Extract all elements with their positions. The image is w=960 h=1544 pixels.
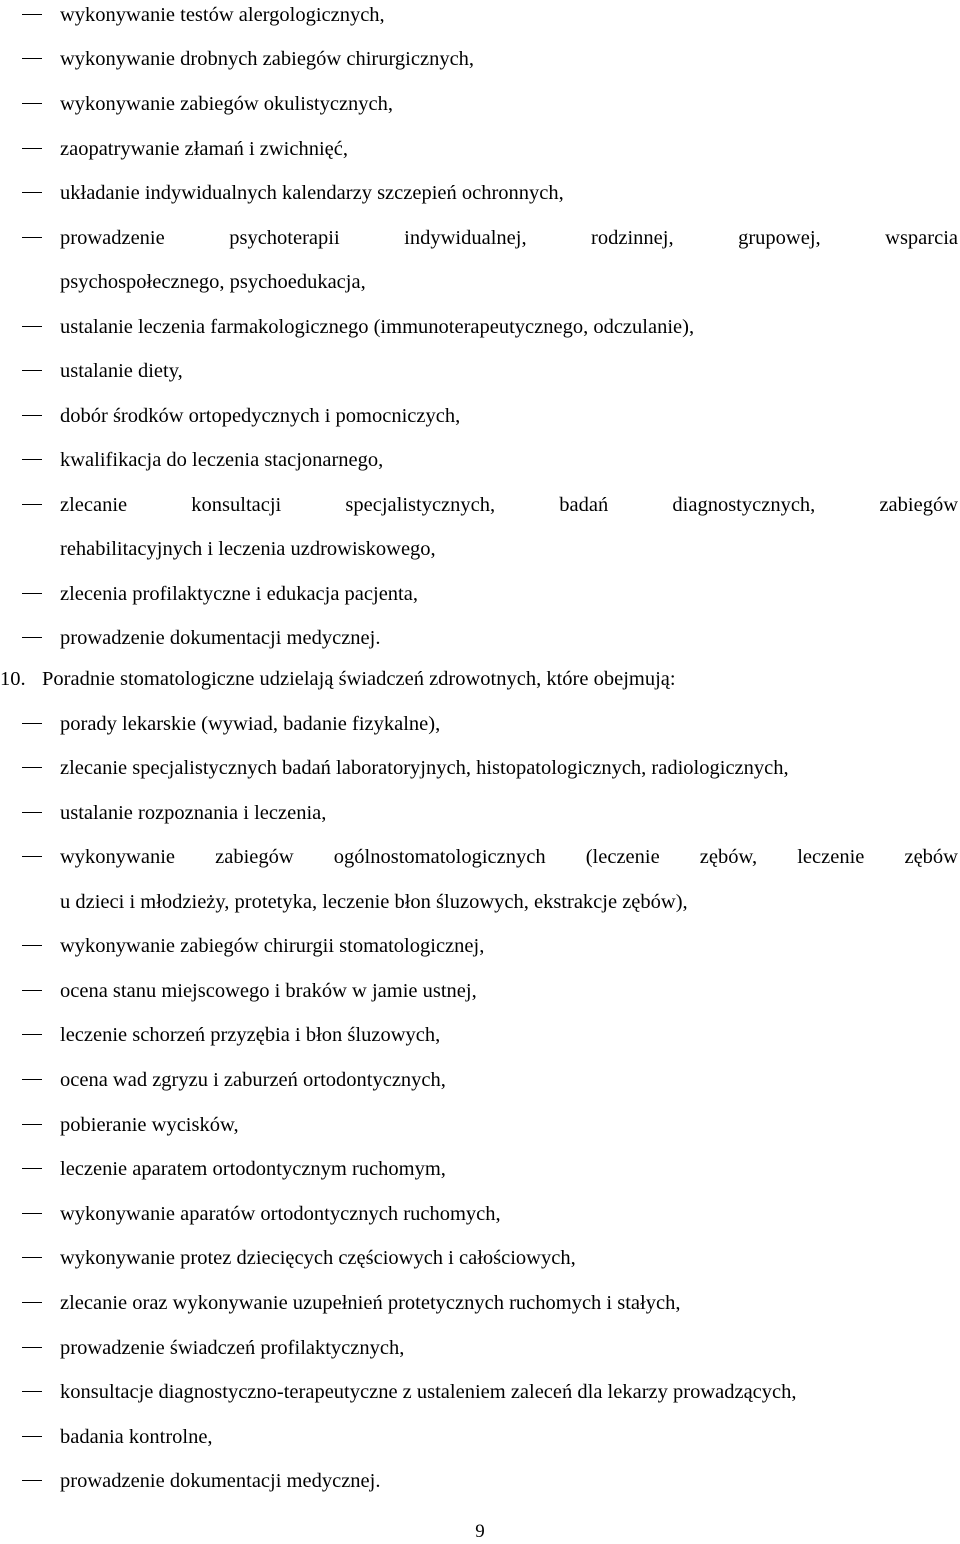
- list-item: zaopatrywanie złamań i zwichnięć,: [0, 134, 960, 164]
- dash-bullet-icon: [22, 326, 42, 327]
- dash-bullet-icon: [22, 593, 42, 594]
- list-item: zlecanie oraz wykonywanie uzupełnień protetycznych ruchomych i stałych,: [0, 1288, 960, 1318]
- dash-bullet-icon: [22, 1034, 42, 1035]
- list-item: wykonywanie zabiegów ogólnostomatologicznych (leczenie zębów, leczenie zębów: [0, 842, 960, 872]
- dash-bullet-icon: [22, 767, 42, 768]
- list-item: ustalanie leczenia farmakologicznego (immunoterapeutycznego, odczulanie),: [0, 312, 960, 342]
- dash-bullet-icon: [22, 1347, 42, 1348]
- list-item-continuation: rehabilitacyjnych i leczenia uzdrowiskowego,: [60, 538, 436, 560]
- list-item: zlecenia profilaktyczne i edukacja pacjenta,: [0, 579, 960, 609]
- list-item: zlecanie specjalistycznych badań laboratoryjnych, histopatologicznych, radiologicznych,: [0, 753, 960, 783]
- dash-bullet-icon: [22, 1168, 42, 1169]
- list-item: ustalanie diety,: [0, 356, 960, 386]
- dash-bullet-icon: [22, 637, 42, 638]
- dash-bullet-icon: [22, 856, 42, 857]
- dash-bullet-icon: [22, 1079, 42, 1080]
- list-item: ocena stanu miejscowego i braków w jamie ustnej,: [0, 976, 960, 1006]
- list-item: wykonywanie zabiegów chirurgii stomatologicznej,: [0, 931, 960, 961]
- list-item: konsultacje diagnostyczno-terapeutyczne z ustaleniem zaleceń dla lekarzy prowadzących,: [0, 1377, 960, 1407]
- list-item: leczenie schorzeń przyzębia i błon śluzowych,: [0, 1020, 960, 1050]
- page-number: 9: [475, 1521, 485, 1542]
- dash-bullet-icon: [22, 945, 42, 946]
- dash-bullet-icon: [22, 504, 42, 505]
- section-heading-text: Poradnie stomatologiczne udzielają świadczeń zdrowotnych, które obejmują:: [42, 668, 676, 690]
- dash-bullet-icon: [22, 723, 42, 724]
- dash-bullet-icon: [22, 237, 42, 238]
- list-item: wykonywanie testów alergologicznych,: [0, 0, 960, 30]
- list-item: wykonywanie protez dziecięcych częściowych i całościowych,: [0, 1243, 960, 1273]
- list-item: układanie indywidualnych kalendarzy szczepień ochronnych,: [0, 178, 960, 208]
- list-item: prowadzenie psychoterapii indywidualnej, rodzinnej, grupowej, wsparcia: [0, 223, 960, 253]
- dash-bullet-icon: [22, 1436, 42, 1437]
- section-2-heading: [0, 664, 960, 694]
- list-item: kwalifikacja do leczenia stacjonarnego,: [0, 445, 960, 475]
- dash-bullet-icon: [22, 148, 42, 149]
- list-item: prowadzenie świadczeń profilaktycznych,: [0, 1333, 960, 1363]
- list-item: badania kontrolne,: [0, 1422, 960, 1452]
- list-item: zlecanie konsultacji specjalistycznych, badań diagnostycznych, zabiegów: [0, 490, 960, 520]
- list-item: wykonywanie drobnych zabiegów chirurgicznych,: [0, 44, 960, 74]
- list-item: leczenie aparatem ortodontycznym ruchomym,: [0, 1154, 960, 1184]
- list-item-continuation: psychospołecznego, psychoedukacja,: [60, 271, 366, 293]
- dash-bullet-icon: [22, 1257, 42, 1258]
- list-item: porady lekarskie (wywiad, badanie fizykalne),: [0, 709, 960, 739]
- dash-bullet-icon: [22, 1480, 42, 1481]
- dash-bullet-icon: [22, 58, 42, 59]
- dash-bullet-icon: [22, 14, 42, 15]
- list-item: dobór środków ortopedycznych i pomocniczych,: [0, 401, 960, 431]
- list-item: prowadzenie dokumentacji medycznej.: [0, 1466, 960, 1496]
- dash-bullet-icon: [22, 415, 42, 416]
- dash-bullet-icon: [22, 1213, 42, 1214]
- list-item: ocena wad zgryzu i zaburzeń ortodontycznych,: [0, 1065, 960, 1095]
- dash-bullet-icon: [22, 1391, 42, 1392]
- list-item: wykonywanie aparatów ortodontycznych ruchomych,: [0, 1199, 960, 1229]
- dash-bullet-icon: [22, 192, 42, 193]
- list-item: prowadzenie dokumentacji medycznej.: [0, 623, 960, 653]
- dash-bullet-icon: [22, 812, 42, 813]
- dash-bullet-icon: [22, 1124, 42, 1125]
- list-item-continuation: u dzieci i młodzieży, protetyka, leczenie błon śluzowych, ekstrakcje zębów),: [60, 891, 688, 913]
- list-item: wykonywanie zabiegów okulistycznych,: [0, 89, 960, 119]
- dash-bullet-icon: [22, 990, 42, 991]
- section-number: 10.: [0, 668, 26, 690]
- list-item: ustalanie rozpoznania i leczenia,: [0, 798, 960, 828]
- dash-bullet-icon: [22, 1302, 42, 1303]
- dash-bullet-icon: [22, 459, 42, 460]
- list-item: pobieranie wycisków,: [0, 1110, 960, 1140]
- dash-bullet-icon: [22, 103, 42, 104]
- dash-bullet-icon: [22, 370, 42, 371]
